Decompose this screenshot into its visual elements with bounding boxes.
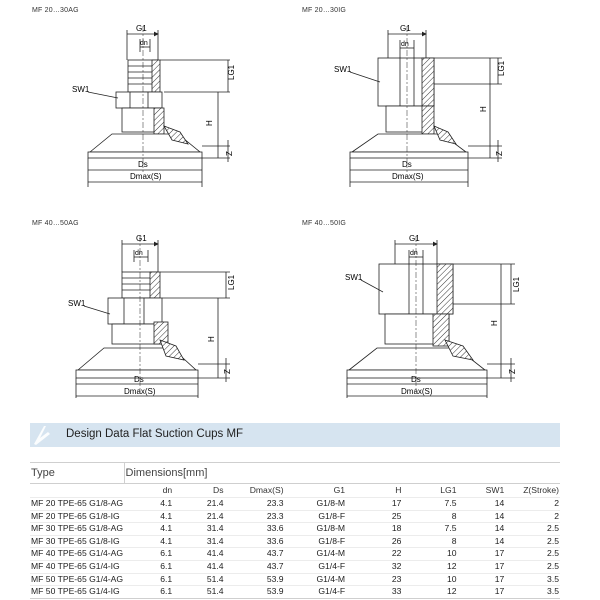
table-row: MF 40 TPE-65 G1/4-AG 6.1 41.4 43.7 G1/4-M 22 10 17 2.5 <box>30 548 560 561</box>
h-annotation: H <box>479 106 488 112</box>
drawing-label-mf20-30ag: MF 20…30AG <box>32 7 79 14</box>
table-row: MF 20 TPE-65 G1/8-AG 4.1 21.4 23.3 G1/8-M 17 7.5 14 2 <box>30 498 560 511</box>
col-header-lg1: LG1 <box>440 485 457 495</box>
section-banner <box>30 423 560 447</box>
ds-annotation: Ds <box>411 375 421 384</box>
lg1-annotation: LG1 <box>227 64 236 80</box>
g1-annotation: G1 <box>400 24 411 33</box>
sw1-annotation: SW1 <box>345 273 363 282</box>
col-header-dmax: Dmax(S) <box>249 485 284 495</box>
dmax-annotation: Dmax(S) <box>130 172 162 181</box>
sw1-annotation: SW1 <box>68 299 86 308</box>
drawing-label-mf40-50ig: MF 40…50IG <box>302 220 347 227</box>
dn-annotation: dn <box>140 40 148 47</box>
col-header-dn: dn <box>162 485 173 495</box>
lg1-annotation: LG1 <box>512 276 521 292</box>
col-header-z: Z(Stroke) <box>523 485 559 495</box>
g1-annotation: G1 <box>409 234 420 243</box>
col-header-sw1: SW1 <box>485 485 505 495</box>
drawing-mf40-50ag <box>50 232 280 402</box>
drawing-mf40-50ig <box>325 232 555 402</box>
catalog-logo-icon <box>32 424 54 451</box>
table-row: MF 20 TPE-65 G1/8-IG 4.1 21.4 23.3 G1/8-F 25 8 14 2 <box>30 510 560 523</box>
z-annotation: Z <box>223 369 232 374</box>
drawing-mf20-30ag <box>60 22 290 192</box>
z-annotation: Z <box>495 151 504 156</box>
h-annotation: H <box>205 120 214 126</box>
section-title: Design Data Flat Suction Cups MF <box>66 428 244 440</box>
dmax-annotation: Dmax(S) <box>392 172 424 181</box>
g1-annotation: G1 <box>136 234 147 243</box>
ds-annotation: Ds <box>402 160 412 169</box>
design-data-table <box>30 462 560 599</box>
h-annotation: H <box>207 336 216 342</box>
drawing-mf20-30ig <box>330 22 560 192</box>
ds-annotation: Ds <box>138 160 148 169</box>
col-header-ds: Ds <box>213 485 224 495</box>
sw1-annotation: SW1 <box>334 65 352 74</box>
sw1-annotation: SW1 <box>72 85 90 94</box>
table-row: MF 30 TPE-65 G1/8-IG 4.1 31.4 33.6 G1/8-F 26 8 14 2.5 <box>30 535 560 548</box>
dmax-annotation: Dmax(S) <box>401 387 433 396</box>
drawing-label-mf40-50ag: MF 40…50AG <box>32 220 79 227</box>
dn-annotation: dn <box>401 41 409 48</box>
g1-annotation: G1 <box>136 24 147 33</box>
z-annotation: Z <box>508 369 517 374</box>
type-header: Type <box>30 463 124 484</box>
col-header-h: H <box>395 485 402 495</box>
dimensions-header: Dimensions[mm] <box>124 463 560 484</box>
dn-annotation: dn <box>410 250 418 257</box>
ds-annotation: Ds <box>134 375 144 384</box>
h-annotation: H <box>490 320 499 326</box>
dmax-annotation: Dmax(S) <box>124 387 156 396</box>
table-row: MF 40 TPE-65 G1/4-IG 6.1 41.4 43.7 G1/4-F 32 12 17 2.5 <box>30 560 560 573</box>
lg1-annotation: LG1 <box>227 274 236 290</box>
table-row: MF 50 TPE-65 G1/4-IG 6.1 51.4 53.9 G1/4-F 33 12 17 3.5 <box>30 586 560 599</box>
drawing-label-mf20-30ig: MF 20…30IG <box>302 7 347 14</box>
dn-annotation: dn <box>135 250 143 257</box>
z-annotation: Z <box>225 151 234 156</box>
table-row: MF 50 TPE-65 G1/4-AG 6.1 51.4 53.9 G1/4-M 23 10 17 3.5 <box>30 573 560 586</box>
lg1-annotation: LG1 <box>497 60 506 76</box>
col-header-g1: G1 <box>333 485 346 495</box>
table-row: MF 30 TPE-65 G1/8-AG 4.1 31.4 33.6 G1/8-M 18 7.5 14 2.5 <box>30 523 560 536</box>
